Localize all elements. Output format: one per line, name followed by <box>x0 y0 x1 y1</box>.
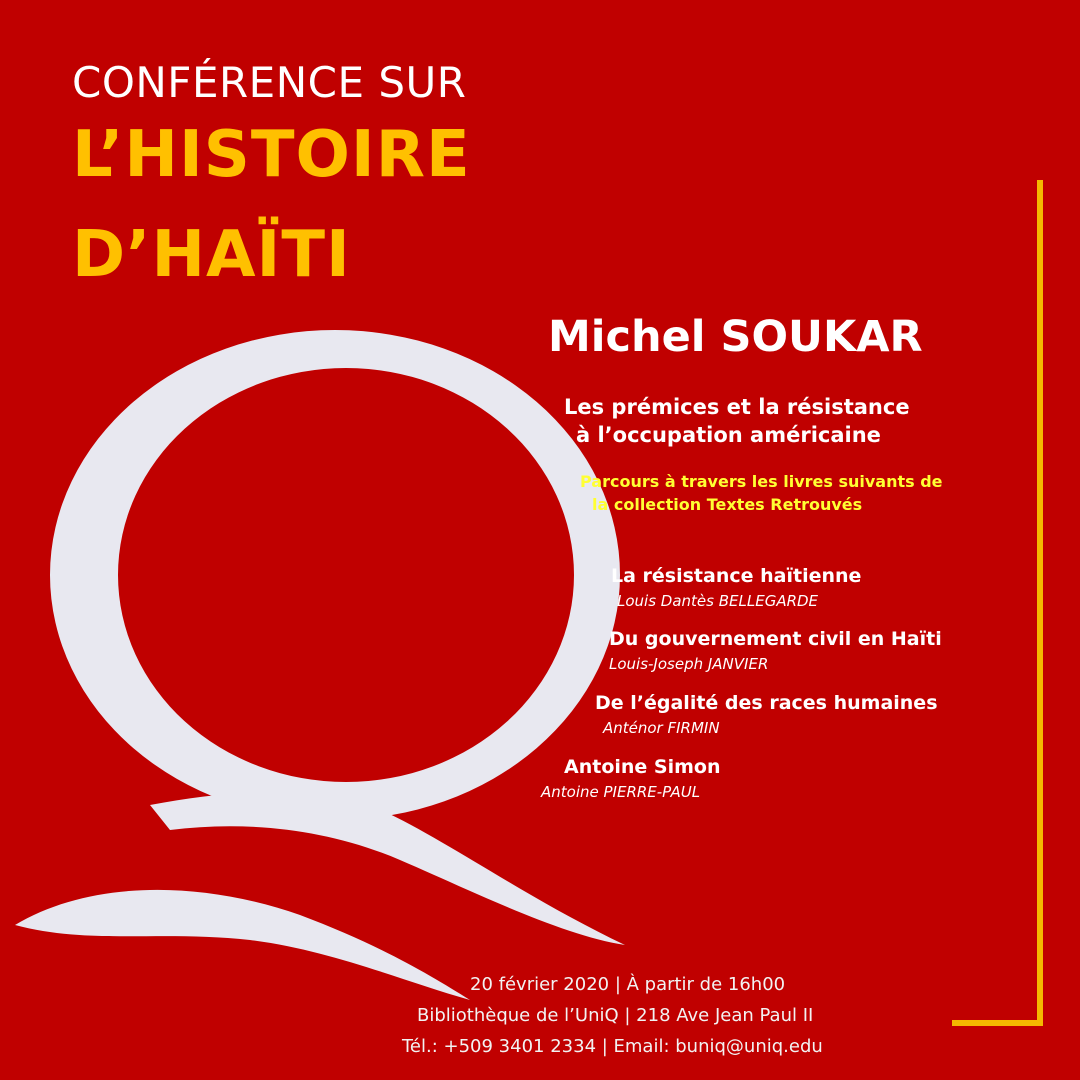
book-title: Du gouvernement civil en Haïti <box>609 628 942 650</box>
book-title: La résistance haïtienne <box>611 565 862 587</box>
title-line-2: D’HAÏTI <box>72 218 351 292</box>
conference-label: CONFÉRENCE SUR <box>72 58 467 107</box>
book-author: Louis-Joseph JANVIER <box>609 655 769 673</box>
book-title: De l’égalité des races humaines <box>595 692 938 714</box>
collection-note <box>580 470 943 516</box>
book-title: Antoine Simon <box>564 756 721 778</box>
talk-subtitle <box>564 393 910 449</box>
book-author: Antoine PIERRE-PAUL <box>541 783 701 801</box>
book-item <box>595 692 938 737</box>
collection-note-line-1: Parcours à travers les livres suivants de <box>580 472 943 491</box>
event-date: 20 février 2020 | À partir de 16h00 <box>470 974 786 995</box>
book-item <box>611 565 861 610</box>
talk-subtitle-line-2: à l’occupation américaine <box>576 423 881 447</box>
speaker-name: Michel SOUKAR <box>548 312 923 362</box>
book-item <box>609 628 942 673</box>
title-line-1: L’HISTOIRE <box>72 118 471 192</box>
book-author: Louis Dantès BELLEGARDE <box>617 592 819 610</box>
book-author: Anténor FIRMIN <box>603 719 720 737</box>
book-item <box>541 756 721 801</box>
talk-subtitle-line-1: Les prémices et la résistance <box>564 395 910 419</box>
collection-note-line-2: la collection Textes Retrouvés <box>592 495 863 514</box>
event-address: Bibliothèque de l’UniQ | 218 Ave Jean Paul II <box>417 1005 814 1026</box>
bracket-vertical-line <box>1037 180 1043 1026</box>
event-contact: Tél.: +509 3401 2334 | Email: buniq@uniq.edu <box>402 1036 823 1057</box>
event-footer <box>320 969 1010 1062</box>
